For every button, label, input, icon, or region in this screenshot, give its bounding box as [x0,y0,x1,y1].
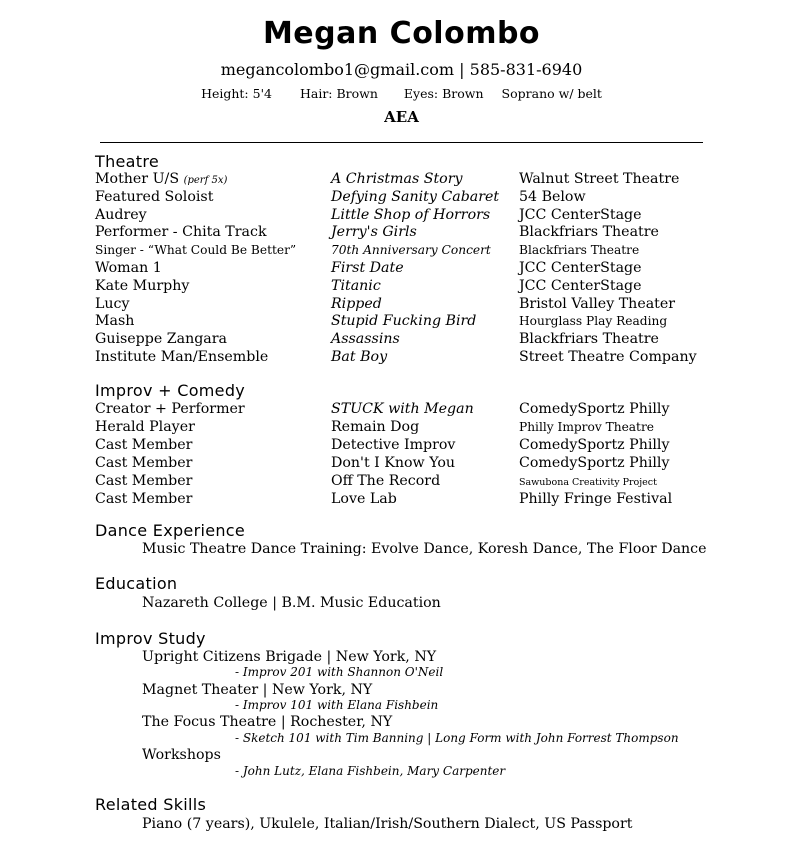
theatre-venue: Blackfriars Theatre [519,331,659,347]
theatre-show: Jerry's Girls [331,224,417,240]
theatre-show: A Christmas Story [331,171,463,187]
eyes-stat: Eyes: Brown [403,86,484,101]
study-detail: - Sketch 101 with Tim Banning | Long Form with John Forrest Thompson [235,731,679,745]
section-heading-dance: Dance Experience [95,521,246,540]
theatre-role: Mother U/S (perf 5x) [95,171,228,187]
theatre-venue: Bristol Valley Theater [519,296,676,312]
improv-venue: ComedySportz Philly [519,455,670,471]
education-entry: Nazareth College | B.M. Music Education [142,595,441,611]
improv-venue: Philly Improv Theatre [519,420,654,434]
theatre-venue: JCC CenterStage [519,278,642,294]
theatre-venue: Street Theatre Company [519,349,697,365]
theatre-venue: Hourglass Play Reading [519,314,668,328]
resume-name: Megan Colombo [262,16,541,51]
physical-stats [0,86,803,101]
improv-venue: Sawubona Creativity Project [519,477,657,488]
improv-show: Love Lab [331,491,397,507]
improv-role: Cast Member [95,455,193,471]
header-divider [100,142,703,143]
theatre-venue: Blackfriars Theatre [519,224,659,240]
theatre-role: Institute Man/Ensemble [95,349,269,365]
height-stat: Height: 5'4 [201,86,272,101]
theatre-venue: Blackfriars Theatre [519,243,640,257]
improv-show: Off The Record [331,473,441,489]
theatre-role: Singer - “What Could Be Better” [95,243,297,257]
voice-type: Soprano w/ belt [501,86,602,101]
theatre-role: Featured Soloist [95,189,214,205]
theatre-role: Woman 1 [95,260,162,276]
improv-show: Detective Improv [331,437,456,453]
contact-line: megancolombo1@gmail.com | 585-831-6940 [220,60,583,79]
theatre-role: Performer - Chita Track [95,224,267,240]
role-note: (perf 5x) [183,175,228,186]
dance-training: Music Theatre Dance Training: Evolve Dance, Koresh Dance, The Floor Dance [142,541,707,557]
improv-role: Cast Member [95,491,193,507]
improv-venue: ComedySportz Philly [519,437,670,453]
improv-venue: ComedySportz Philly [519,401,670,417]
theatre-role: Kate Murphy [95,278,190,294]
union-affiliation: AEA [384,108,419,126]
improv-role: Cast Member [95,437,193,453]
study-school: Workshops [142,747,221,763]
theatre-show: Little Shop of Horrors [331,207,491,223]
theatre-role: Guiseppe Zangara [95,331,227,347]
skills-list: Piano (7 years), Ukulele, Italian/Irish/Southern Dialect, US Passport [142,816,633,832]
improv-role: Cast Member [95,473,193,489]
theatre-show: First Date [331,260,404,276]
theatre-role: Lucy [95,296,130,312]
study-detail: - Improv 101 with Elana Fishbein [235,698,439,712]
theatre-venue: Walnut Street Theatre [519,171,680,187]
theatre-show: Bat Boy [331,349,388,365]
theatre-venue: 54 Below [519,189,586,205]
improv-show: STUCK with Megan [331,401,474,417]
section-heading-theatre: Theatre [95,152,160,171]
theatre-show: Defying Sanity Cabaret [331,189,500,205]
improv-show: Remain Dog [331,419,420,435]
study-school: Magnet Theater | New York, NY [142,682,373,698]
theatre-role: Audrey [95,207,147,223]
theatre-venue: JCC CenterStage [519,207,642,223]
section-heading-skills: Related Skills [95,795,207,814]
theatre-show: Stupid Fucking Bird [331,313,477,329]
theatre-role: Mash [95,313,135,329]
section-heading-improv-study: Improv Study [95,629,206,648]
hair-stat: Hair: Brown [299,86,378,101]
section-heading-improv-comedy: Improv + Comedy [95,381,246,400]
theatre-show: Assassins [331,331,400,347]
improv-show: Don't I Know You [331,455,456,471]
theatre-show: 70th Anniversary Concert [331,243,491,257]
improv-role: Herald Player [95,419,195,435]
theatre-venue: JCC CenterStage [519,260,642,276]
study-detail: - John Lutz, Elana Fishbein, Mary Carpenter [235,764,506,778]
study-school: The Focus Theatre | Rochester, NY [142,714,393,730]
improv-role: Creator + Performer [95,401,245,417]
improv-venue: Philly Fringe Festival [519,491,673,507]
study-school: Upright Citizens Brigade | New York, NY [142,649,437,665]
section-heading-education: Education [95,574,178,593]
theatre-show: Ripped [331,296,382,312]
theatre-show: Titanic [331,278,381,294]
study-detail: - Improv 201 with Shannon O'Neil [235,665,444,679]
